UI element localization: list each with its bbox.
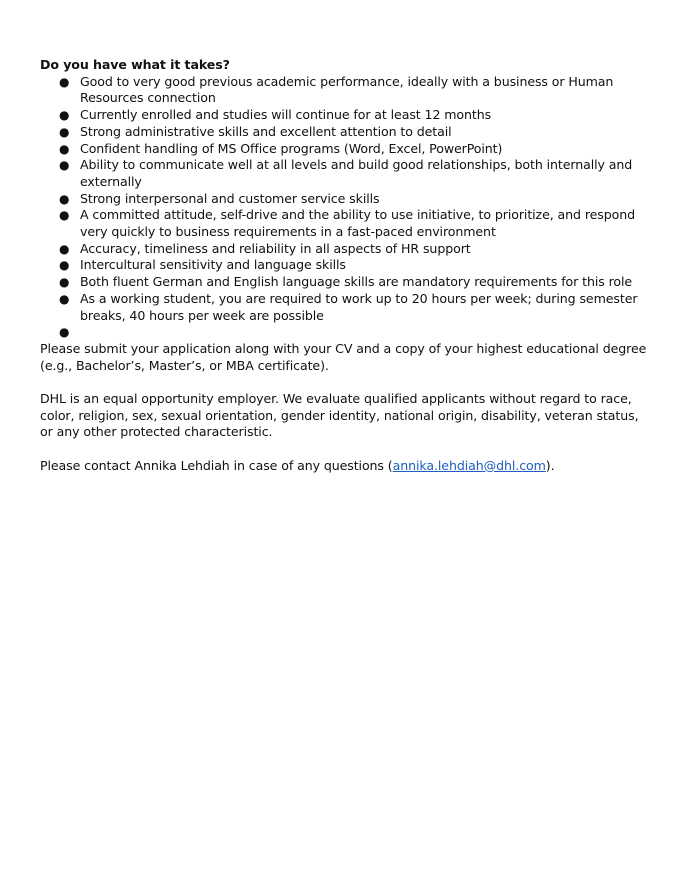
list-item: [40, 191, 650, 208]
bullet-icon: ●: [59, 291, 70, 306]
list-item-text: Ability to communicate well at all levels and build good relationships, both internally and externally: [80, 157, 633, 189]
list-item-text: Accuracy, timeliness and reliability in all aspects of HR support: [80, 240, 471, 256]
list-item: [40, 291, 650, 324]
list-item: [40, 207, 650, 240]
requirements-list: [40, 74, 650, 341]
list-item-text: Strong interpersonal and customer service skills: [80, 190, 380, 206]
contact-suffix: ).: [545, 457, 555, 473]
bullet-icon: ●: [59, 258, 70, 273]
spacer: [40, 441, 650, 458]
bullet-icon: ●: [59, 208, 70, 223]
contact-prefix: Please contact Annika Lehdiah in case of any questions (: [40, 457, 393, 473]
list-item-text: Currently enrolled and studies will continue for at least 12 months: [80, 107, 492, 123]
list-item-text: As a working student, you are required to work up to 20 hours per week; during semester breaks, 40 hours per week are possible: [80, 290, 638, 323]
bullet-icon: ●: [59, 325, 70, 340]
spacer: [40, 374, 650, 391]
document-page: [40, 57, 650, 475]
section-heading: Do you have what it takes?: [40, 57, 230, 72]
contact-paragraph: [40, 458, 650, 475]
list-item-text: Strong administrative skills and excellent attention to detail: [80, 123, 452, 139]
list-item-text: A committed attitude, self-drive and the ability to use initiative, to prioritize, and respond very quickly to business requirements in a fast-paced environment: [80, 207, 636, 240]
list-item: [40, 241, 650, 258]
list-item-empty: [40, 324, 650, 341]
list-item-text: Confident handling of MS Office programs (Word, Excel, PowerPoint): [80, 140, 503, 156]
bullet-icon: ●: [59, 124, 70, 139]
bullet-icon: ●: [59, 158, 70, 173]
equal-opportunity-paragraph: DHL is an equal opportunity employer. We evaluate qualified applicants without regard to race, color, religion, sex, sexual orientation, gender identity, national origin, disability, veteran status, or any other protected characteristic.: [40, 391, 639, 440]
list-item: [40, 124, 650, 141]
bullet-icon: ●: [59, 74, 70, 89]
list-item-text: Intercultural sensitivity and language skills: [80, 257, 346, 273]
list-item: [40, 257, 650, 274]
list-item: [40, 274, 650, 291]
list-item-text: Both fluent German and English language skills are mandatory requirements for this role: [80, 274, 633, 290]
bullet-icon: ●: [59, 275, 70, 290]
list-item: [40, 141, 650, 158]
list-item-text: Good to very good previous academic performance, ideally with a business or Human Resources connection: [80, 73, 614, 106]
bullet-icon: ●: [59, 108, 70, 123]
submit-paragraph: Please submit your application along with your CV and a copy of your highest educational degree (e.g., Bachelor’s, Master’s, or MBA certificate).: [40, 340, 647, 373]
bullet-icon: ●: [59, 191, 70, 206]
bullet-icon: ●: [59, 141, 70, 156]
list-item: [40, 107, 650, 124]
list-item: [40, 157, 650, 190]
bullet-icon: ●: [59, 241, 70, 256]
contact-email-link[interactable]: annika.lehdiah@dhl.com: [392, 457, 546, 473]
list-item: [40, 74, 650, 107]
